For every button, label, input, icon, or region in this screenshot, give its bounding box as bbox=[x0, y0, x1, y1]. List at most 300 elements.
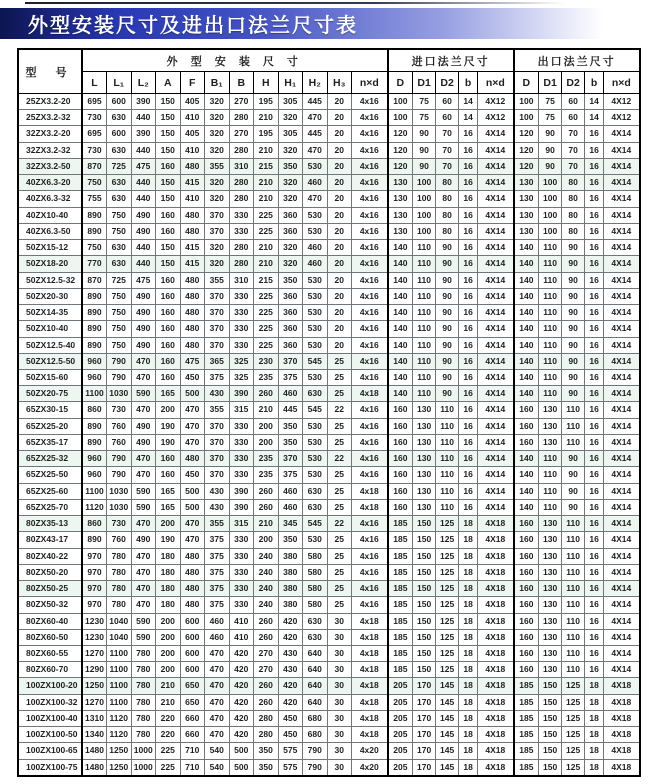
value-cell: 25 bbox=[327, 483, 352, 499]
value-cell: 150 bbox=[156, 94, 181, 110]
value-cell: 320 bbox=[205, 142, 230, 158]
table-row bbox=[18, 759, 640, 776]
table-row bbox=[18, 321, 640, 337]
table-row bbox=[18, 645, 640, 661]
value-cell: 215 bbox=[254, 158, 279, 174]
value-cell: 110 bbox=[562, 564, 585, 580]
value-cell: 14 bbox=[585, 110, 604, 126]
value-cell: 125 bbox=[436, 662, 459, 678]
value-cell: 110 bbox=[562, 548, 585, 564]
value-cell: 210 bbox=[254, 402, 279, 418]
value-cell: 160 bbox=[514, 548, 539, 564]
value-cell: 330 bbox=[229, 207, 254, 223]
value-cell: 150 bbox=[539, 694, 562, 710]
value-cell: 890 bbox=[82, 337, 107, 353]
value-cell: 1000 bbox=[131, 743, 156, 759]
value-cell: 470 bbox=[303, 110, 328, 126]
title-banner bbox=[0, 8, 655, 39]
value-cell: 4X14 bbox=[478, 240, 514, 256]
value-cell: 490 bbox=[131, 207, 156, 223]
value-cell: 370 bbox=[205, 305, 230, 321]
top-divider bbox=[25, 2, 565, 4]
value-cell: 160 bbox=[388, 418, 413, 434]
value-cell: 130 bbox=[413, 418, 436, 434]
value-cell: 4x18 bbox=[352, 678, 388, 694]
value-cell: 25 bbox=[327, 548, 352, 564]
value-cell: 790 bbox=[303, 759, 328, 776]
value-cell: 150 bbox=[413, 548, 436, 564]
value-cell: 4x16 bbox=[352, 207, 388, 223]
value-cell: 760 bbox=[107, 434, 132, 450]
model-cell: 32ZX3.2-20 bbox=[18, 126, 82, 142]
value-cell: 20 bbox=[327, 207, 352, 223]
value-cell: 870 bbox=[82, 272, 107, 288]
value-cell: 75 bbox=[539, 94, 562, 110]
value-cell: 210 bbox=[254, 191, 279, 207]
value-cell: 320 bbox=[205, 256, 230, 272]
value-cell: 600 bbox=[107, 126, 132, 142]
value-cell: 755 bbox=[82, 191, 107, 207]
col-header-inlet-nxd: n×d bbox=[478, 72, 514, 94]
value-cell: 4x18 bbox=[352, 483, 388, 499]
value-cell: 4X14 bbox=[604, 532, 640, 548]
value-cell: 470 bbox=[131, 597, 156, 613]
value-cell: 30 bbox=[327, 629, 352, 645]
value-cell: 100 bbox=[388, 94, 413, 110]
model-cell: 40ZX6.3-20 bbox=[18, 175, 82, 191]
value-cell: 30 bbox=[327, 727, 352, 743]
value-cell: 25 bbox=[327, 564, 352, 580]
value-cell: 320 bbox=[278, 110, 303, 126]
value-cell: 365 bbox=[205, 353, 230, 369]
value-cell: 80 bbox=[562, 175, 585, 191]
value-cell: 160 bbox=[514, 629, 539, 645]
value-cell: 780 bbox=[131, 645, 156, 661]
value-cell: 160 bbox=[156, 451, 181, 467]
value-cell: 490 bbox=[131, 434, 156, 450]
value-cell: 330 bbox=[229, 418, 254, 434]
value-cell: 730 bbox=[82, 142, 107, 158]
value-cell: 90 bbox=[436, 240, 459, 256]
value-cell: 490 bbox=[131, 532, 156, 548]
value-cell: 200 bbox=[254, 532, 279, 548]
value-cell: 140 bbox=[514, 305, 539, 321]
value-cell: 480 bbox=[180, 288, 205, 304]
value-cell: 16 bbox=[585, 613, 604, 629]
table-row bbox=[18, 532, 640, 548]
value-cell: 4X18 bbox=[604, 678, 640, 694]
value-cell: 470 bbox=[205, 694, 230, 710]
table-row bbox=[18, 175, 640, 191]
value-cell: 16 bbox=[585, 126, 604, 142]
value-cell: 185 bbox=[388, 581, 413, 597]
value-cell: 490 bbox=[131, 223, 156, 239]
value-cell: 160 bbox=[156, 288, 181, 304]
value-cell: 470 bbox=[205, 710, 230, 726]
value-cell: 18 bbox=[459, 516, 478, 532]
value-cell: 225 bbox=[254, 207, 279, 223]
value-cell: 185 bbox=[514, 743, 539, 759]
value-cell: 350 bbox=[278, 272, 303, 288]
value-cell: 640 bbox=[303, 694, 328, 710]
value-cell: 4x16 bbox=[352, 110, 388, 126]
value-cell: 355 bbox=[205, 272, 230, 288]
value-cell: 380 bbox=[278, 564, 303, 580]
value-cell: 4X14 bbox=[604, 305, 640, 321]
value-cell: 4X14 bbox=[604, 548, 640, 564]
model-cell: 50ZX14-35 bbox=[18, 305, 82, 321]
model-cell: 80ZX43-17 bbox=[18, 532, 82, 548]
value-cell: 100 bbox=[514, 94, 539, 110]
value-cell: 110 bbox=[539, 353, 562, 369]
table-row bbox=[18, 662, 640, 678]
value-cell: 890 bbox=[82, 223, 107, 239]
model-cell: 50ZX10-40 bbox=[18, 321, 82, 337]
value-cell: 1100 bbox=[82, 386, 107, 402]
value-cell: 470 bbox=[131, 353, 156, 369]
value-cell: 200 bbox=[156, 613, 181, 629]
value-cell: 410 bbox=[180, 142, 205, 158]
value-cell: 150 bbox=[539, 678, 562, 694]
value-cell: 185 bbox=[514, 727, 539, 743]
value-cell: 460 bbox=[205, 613, 230, 629]
value-cell: 125 bbox=[436, 516, 459, 532]
col-header-H: H bbox=[254, 72, 279, 94]
value-cell: 140 bbox=[514, 499, 539, 515]
value-cell: 150 bbox=[413, 532, 436, 548]
value-cell: 165 bbox=[156, 499, 181, 515]
value-cell: 25 bbox=[327, 386, 352, 402]
value-cell: 18 bbox=[459, 629, 478, 645]
value-cell: 330 bbox=[229, 451, 254, 467]
value-cell: 150 bbox=[413, 516, 436, 532]
value-cell: 185 bbox=[388, 645, 413, 661]
value-cell: 630 bbox=[303, 499, 328, 515]
value-cell: 210 bbox=[254, 142, 279, 158]
value-cell: 16 bbox=[585, 645, 604, 661]
model-cell: 100ZX100-50 bbox=[18, 727, 82, 743]
value-cell: 280 bbox=[229, 175, 254, 191]
value-cell: 270 bbox=[254, 645, 279, 661]
value-cell: 150 bbox=[413, 629, 436, 645]
value-cell: 4X14 bbox=[604, 369, 640, 385]
model-cell: 50ZX18-20 bbox=[18, 256, 82, 272]
value-cell: 130 bbox=[539, 434, 562, 450]
value-cell: 140 bbox=[514, 467, 539, 483]
value-cell: 90 bbox=[562, 321, 585, 337]
value-cell: 150 bbox=[156, 126, 181, 142]
value-cell: 410 bbox=[229, 629, 254, 645]
value-cell: 4x16 bbox=[352, 564, 388, 580]
value-cell: 580 bbox=[303, 548, 328, 564]
value-cell: 16 bbox=[585, 158, 604, 174]
value-cell: 110 bbox=[413, 256, 436, 272]
value-cell: 350 bbox=[278, 434, 303, 450]
value-cell: 580 bbox=[303, 564, 328, 580]
value-cell: 120 bbox=[388, 158, 413, 174]
model-cell: 100ZX100-40 bbox=[18, 710, 82, 726]
value-cell: 16 bbox=[585, 467, 604, 483]
value-cell: 4x16 bbox=[352, 191, 388, 207]
value-cell: 110 bbox=[562, 645, 585, 661]
value-cell: 210 bbox=[254, 110, 279, 126]
value-cell: 640 bbox=[303, 662, 328, 678]
value-cell: 4X14 bbox=[604, 256, 640, 272]
value-cell: 440 bbox=[131, 256, 156, 272]
value-cell: 140 bbox=[514, 272, 539, 288]
model-cell: 80ZX50-25 bbox=[18, 581, 82, 597]
value-cell: 16 bbox=[459, 175, 478, 191]
value-cell: 130 bbox=[539, 402, 562, 418]
value-cell: 180 bbox=[156, 597, 181, 613]
value-cell: 370 bbox=[205, 207, 230, 223]
value-cell: 325 bbox=[229, 369, 254, 385]
value-cell: 4X18 bbox=[604, 759, 640, 776]
value-cell: 90 bbox=[436, 256, 459, 272]
table-row bbox=[18, 272, 640, 288]
value-cell: 750 bbox=[107, 288, 132, 304]
value-cell: 225 bbox=[254, 223, 279, 239]
col-header-inlet-D1: D1 bbox=[413, 72, 436, 94]
col-header-inlet-D: D bbox=[388, 72, 413, 94]
value-cell: 18 bbox=[459, 597, 478, 613]
value-cell: 130 bbox=[539, 516, 562, 532]
value-cell: 20 bbox=[327, 337, 352, 353]
value-cell: 4X18 bbox=[604, 694, 640, 710]
value-cell: 90 bbox=[562, 483, 585, 499]
value-cell: 16 bbox=[459, 386, 478, 402]
value-cell: 120 bbox=[388, 142, 413, 158]
value-cell: 110 bbox=[562, 629, 585, 645]
value-cell: 280 bbox=[229, 191, 254, 207]
value-cell: 375 bbox=[205, 581, 230, 597]
value-cell: 370 bbox=[205, 451, 230, 467]
value-cell: 4X14 bbox=[478, 499, 514, 515]
value-cell: 380 bbox=[278, 581, 303, 597]
value-cell: 360 bbox=[278, 305, 303, 321]
value-cell: 4x18 bbox=[352, 629, 388, 645]
value-cell: 350 bbox=[254, 743, 279, 759]
value-cell: 4X14 bbox=[478, 451, 514, 467]
model-cell: 80ZX60-40 bbox=[18, 613, 82, 629]
value-cell: 150 bbox=[539, 727, 562, 743]
value-cell: 180 bbox=[156, 581, 181, 597]
value-cell: 150 bbox=[539, 743, 562, 759]
value-cell: 470 bbox=[180, 532, 205, 548]
value-cell: 130 bbox=[514, 223, 539, 239]
value-cell: 75 bbox=[539, 110, 562, 126]
value-cell: 4X14 bbox=[478, 158, 514, 174]
value-cell: 330 bbox=[229, 321, 254, 337]
value-cell: 750 bbox=[107, 337, 132, 353]
value-cell: 870 bbox=[82, 158, 107, 174]
value-cell: 140 bbox=[514, 386, 539, 402]
value-cell: 1100 bbox=[107, 694, 132, 710]
value-cell: 970 bbox=[82, 564, 107, 580]
value-cell: 160 bbox=[388, 483, 413, 499]
value-cell: 25 bbox=[327, 434, 352, 450]
value-cell: 110 bbox=[436, 451, 459, 467]
value-cell: 90 bbox=[539, 158, 562, 174]
value-cell: 16 bbox=[585, 581, 604, 597]
value-cell: 130 bbox=[514, 175, 539, 191]
value-cell: 370 bbox=[205, 223, 230, 239]
col-header-H2: H₂ bbox=[303, 72, 328, 94]
value-cell: 90 bbox=[562, 337, 585, 353]
value-cell: 4X14 bbox=[604, 402, 640, 418]
value-cell: 410 bbox=[180, 110, 205, 126]
value-cell: 4X14 bbox=[478, 272, 514, 288]
col-header-B: B bbox=[229, 72, 254, 94]
value-cell: 30 bbox=[327, 678, 352, 694]
value-cell: 150 bbox=[413, 645, 436, 661]
value-cell: 545 bbox=[303, 516, 328, 532]
value-cell: 590 bbox=[131, 499, 156, 515]
model-cell: 65ZX30-15 bbox=[18, 402, 82, 418]
value-cell: 960 bbox=[82, 369, 107, 385]
value-cell: 4x18 bbox=[352, 727, 388, 743]
table-row bbox=[18, 548, 640, 564]
value-cell: 475 bbox=[131, 158, 156, 174]
value-cell: 1000 bbox=[131, 759, 156, 776]
value-cell: 375 bbox=[278, 467, 303, 483]
value-cell: 20 bbox=[327, 191, 352, 207]
table-row bbox=[18, 678, 640, 694]
value-cell: 430 bbox=[205, 499, 230, 515]
value-cell: 1040 bbox=[107, 629, 132, 645]
value-cell: 270 bbox=[254, 662, 279, 678]
value-cell: 750 bbox=[82, 240, 107, 256]
value-cell: 370 bbox=[205, 337, 230, 353]
value-cell: 140 bbox=[514, 483, 539, 499]
value-cell: 16 bbox=[585, 223, 604, 239]
value-cell: 16 bbox=[585, 516, 604, 532]
value-cell: 410 bbox=[180, 191, 205, 207]
table-row bbox=[18, 369, 640, 385]
value-cell: 16 bbox=[459, 223, 478, 239]
table-row bbox=[18, 191, 640, 207]
value-cell: 16 bbox=[585, 191, 604, 207]
value-cell: 150 bbox=[156, 191, 181, 207]
value-cell: 280 bbox=[229, 142, 254, 158]
value-cell: 420 bbox=[229, 678, 254, 694]
value-cell: 110 bbox=[562, 662, 585, 678]
value-cell: 320 bbox=[205, 94, 230, 110]
model-cell: 100ZX100-20 bbox=[18, 678, 82, 694]
value-cell: 16 bbox=[585, 288, 604, 304]
value-cell: 4X14 bbox=[604, 662, 640, 678]
value-cell: 470 bbox=[180, 402, 205, 418]
value-cell: 125 bbox=[562, 727, 585, 743]
value-cell: 530 bbox=[303, 418, 328, 434]
value-cell: 185 bbox=[388, 597, 413, 613]
value-cell: 405 bbox=[180, 94, 205, 110]
value-cell: 110 bbox=[562, 402, 585, 418]
value-cell: 125 bbox=[436, 613, 459, 629]
value-cell: 420 bbox=[229, 645, 254, 661]
value-cell: 4x16 bbox=[352, 223, 388, 239]
value-cell: 530 bbox=[303, 451, 328, 467]
value-cell: 140 bbox=[514, 256, 539, 272]
value-cell: 1120 bbox=[107, 710, 132, 726]
value-cell: 90 bbox=[562, 467, 585, 483]
value-cell: 790 bbox=[107, 467, 132, 483]
value-cell: 70 bbox=[436, 142, 459, 158]
value-cell: 4x16 bbox=[352, 288, 388, 304]
value-cell: 330 bbox=[229, 223, 254, 239]
value-cell: 130 bbox=[413, 402, 436, 418]
value-cell: 185 bbox=[514, 678, 539, 694]
value-cell: 185 bbox=[388, 613, 413, 629]
value-cell: 210 bbox=[254, 175, 279, 191]
value-cell: 890 bbox=[82, 532, 107, 548]
value-cell: 590 bbox=[131, 629, 156, 645]
value-cell: 280 bbox=[254, 710, 279, 726]
value-cell: 125 bbox=[436, 581, 459, 597]
value-cell: 16 bbox=[459, 483, 478, 499]
value-cell: 415 bbox=[180, 240, 205, 256]
table-row bbox=[18, 256, 640, 272]
value-cell: 590 bbox=[131, 483, 156, 499]
value-cell: 4X14 bbox=[478, 256, 514, 272]
value-cell: 20 bbox=[327, 256, 352, 272]
value-cell: 90 bbox=[436, 337, 459, 353]
value-cell: 16 bbox=[585, 418, 604, 434]
value-cell: 260 bbox=[254, 386, 279, 402]
value-cell: 16 bbox=[459, 126, 478, 142]
value-cell: 140 bbox=[388, 305, 413, 321]
value-cell: 140 bbox=[388, 369, 413, 385]
value-cell: 4x16 bbox=[352, 451, 388, 467]
value-cell: 460 bbox=[303, 256, 328, 272]
value-cell: 120 bbox=[514, 158, 539, 174]
value-cell: 470 bbox=[303, 191, 328, 207]
value-cell: 4X14 bbox=[604, 386, 640, 402]
value-cell: 530 bbox=[303, 288, 328, 304]
value-cell: 4X14 bbox=[604, 288, 640, 304]
value-cell: 110 bbox=[539, 272, 562, 288]
value-cell: 4X18 bbox=[478, 629, 514, 645]
value-cell: 25 bbox=[327, 353, 352, 369]
value-cell: 320 bbox=[205, 191, 230, 207]
value-cell: 18 bbox=[459, 743, 478, 759]
value-cell: 320 bbox=[278, 191, 303, 207]
value-cell: 16 bbox=[585, 369, 604, 385]
page-title: 外型安装尺寸及进出口法兰尺寸表 bbox=[28, 15, 358, 37]
value-cell: 90 bbox=[436, 321, 459, 337]
value-cell: 90 bbox=[436, 369, 459, 385]
value-cell: 650 bbox=[180, 694, 205, 710]
value-cell: 16 bbox=[459, 256, 478, 272]
value-cell: 530 bbox=[303, 369, 328, 385]
value-cell: 110 bbox=[413, 386, 436, 402]
model-cell: 80ZX50-32 bbox=[18, 597, 82, 613]
value-cell: 4x20 bbox=[352, 743, 388, 759]
value-cell: 110 bbox=[436, 402, 459, 418]
value-cell: 4X18 bbox=[478, 678, 514, 694]
value-cell: 235 bbox=[254, 451, 279, 467]
value-cell: 150 bbox=[156, 175, 181, 191]
value-cell: 125 bbox=[436, 532, 459, 548]
value-cell: 4x16 bbox=[352, 548, 388, 564]
value-cell: 110 bbox=[539, 288, 562, 304]
value-cell: 110 bbox=[413, 321, 436, 337]
value-cell: 185 bbox=[388, 564, 413, 580]
value-cell: 90 bbox=[562, 386, 585, 402]
table-row bbox=[18, 516, 640, 532]
value-cell: 110 bbox=[562, 597, 585, 613]
value-cell: 320 bbox=[278, 240, 303, 256]
